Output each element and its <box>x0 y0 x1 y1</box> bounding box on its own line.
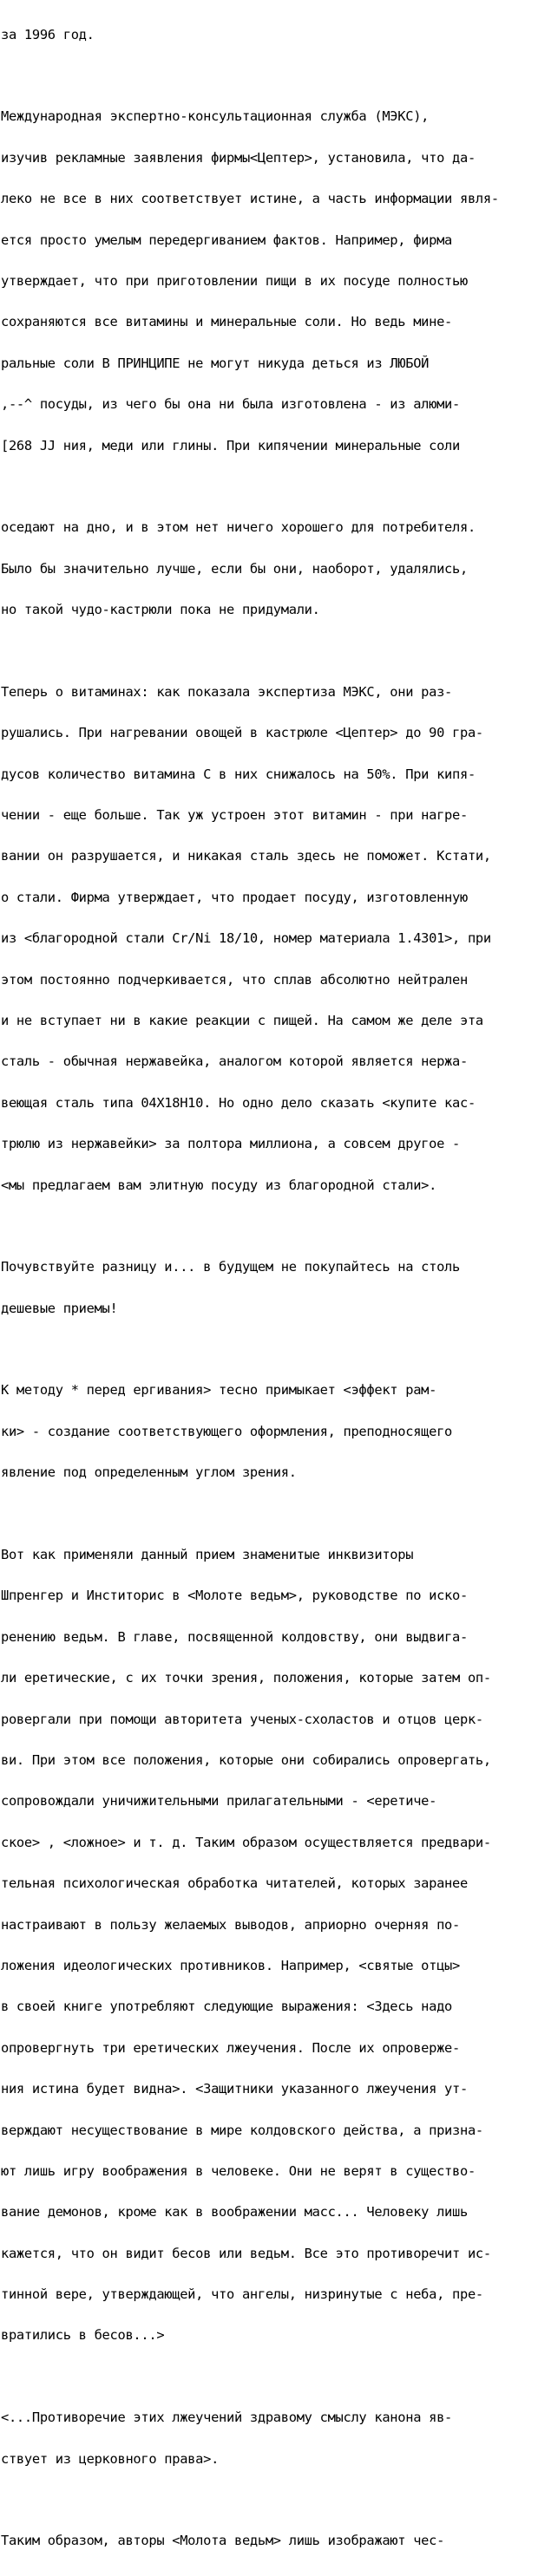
text-line: оседают на дно, и в этом нет ничего хорошего для потребителя. <box>1 519 476 536</box>
text-line <box>1 69 499 83</box>
text-line: Международная экспертно-консультационная служба (МЭКС), <box>1 108 430 125</box>
text-line: ви. При этом все положения, которые они собирались опровергать, <box>1 1752 491 1768</box>
text-line: ское> , <ложное> и т. д. Таким образом осуществляется предвари- <box>1 1834 491 1850</box>
text-line: тинной вере, утверждающей, что ангелы, низринутые с неба, пре- <box>1 2286 483 2303</box>
text-line: чении - еще больше. Так уж устроен этот витамин - при нагре- <box>1 807 468 824</box>
text-line: изучив рекламные заявления фирмы<Цептер>, установила, что да- <box>1 149 476 166</box>
text-line: рушались. При нагревании овощей в кастрюле <Цептер> до 90 гра- <box>1 725 483 741</box>
text-line: [268 JJ ния, меди или глины. При кипячении минеральные соли <box>1 437 460 453</box>
text-line <box>1 1343 499 1357</box>
text-line: веющая сталь типа 04Х18Н10. Но одно дело сказать <купите кас- <box>1 1094 476 1111</box>
text-line: ,--^ посуды, из чего бы она ни была изготовлена - из алюми- <box>1 396 460 413</box>
text-line: ния истина будет видна>. <Защитники указанного лжеучения ут- <box>1 2081 468 2097</box>
text-line <box>1 1220 499 1234</box>
text-line: в своей книге употребляют следующие выражения: <Здесь надо <box>1 1999 453 2015</box>
text-line <box>1 644 499 658</box>
text-line: утверждает, что при приготовлении пищи в их посуде полностью <box>1 272 468 289</box>
text-line: дешевые приемы! <box>1 1300 118 1316</box>
text-line: вании он разрушается, и никакая сталь здесь не поможет. Кстати, <box>1 848 491 864</box>
text-line: ровергали при помощи авторитета ученых-схоластов и отцов церк- <box>1 1711 483 1727</box>
text-line: Вот как применяли данный прием знаменитые инквизиторы <box>1 1547 414 1563</box>
text-line: ли еретические, с их точки зрения, положения, которые затем оп- <box>1 1670 491 1686</box>
text-line: и не вступает ни в какие реакции с пищей. На самом же деле эта <box>1 1012 483 1028</box>
text-line <box>1 2494 499 2508</box>
text-line: сопровождали уничижительными прилагательными - <еретиче- <box>1 1793 437 1810</box>
text-line <box>1 480 499 494</box>
text-line: вание демонов, кроме как в воображении масс... Человеку лишь <box>1 2204 468 2221</box>
text-line: ки> - создание соответствующего оформления, преподносящего <box>1 1423 453 1439</box>
text-line: верждают несуществование в мире колдовского действа, а призна- <box>1 2122 483 2138</box>
text-line: за 1996 год. <box>1 26 95 42</box>
text-line: Почувствуйте разницу и... в будущем не покупайтесь на столь <box>1 1259 460 1275</box>
text-line: этом постоянно подчеркивается, что сплав абсолютно нейтрален <box>1 971 468 988</box>
text-line: К методу * перед ергивания> тесно примыкает <эффект рам- <box>1 1382 437 1399</box>
text-line: ренению ведьм. В главе, посвященной колдовству, они выдвига- <box>1 1628 468 1645</box>
text-line <box>1 1508 499 1522</box>
text-line: <мы предлагаем вам элитную посуду из благородной стали>. <box>1 1177 437 1193</box>
text-line <box>1 2371 499 2384</box>
text-line: Шпренгер и Инститорис в <Молоте ведьм>, руководстве по иско- <box>1 1588 468 1604</box>
document-text <box>1 1 499 2576</box>
text-line: сталь - обычная нержавейка, аналогом которой является нержа- <box>1 1053 468 1070</box>
text-line: но такой чудо-кастрюли пока не придумали. <box>1 602 320 618</box>
text-line: дусов количество витамина С в них снижалось на 50%. При кипя- <box>1 766 476 782</box>
text-line: тельная психологическая обработка читателей, которых заранее <box>1 1875 468 1892</box>
text-line: явление под определенным углом зрения. <box>1 1464 297 1481</box>
text-line: из <благородной стали Cr/Ni 18/10, номер материала 1.4301>, при <box>1 930 491 947</box>
text-line: Было бы значительно лучше, если бы они, наоборот, удалялись, <box>1 560 468 577</box>
text-line: кажется, что он видит бесов или ведьм. Все это противоречит ис- <box>1 2245 491 2261</box>
text-line: настраивают в пользу желаемых выводов, априорно очерняя по- <box>1 1916 460 1933</box>
text-line: ложения идеологических противников. Например, <святые отцы> <box>1 1957 460 1973</box>
text-line: ют лишь игру воображения в человеке. Они не верят в существо- <box>1 2162 476 2179</box>
text-line: сохраняются все витамины и минеральные соли. Но ведь мине- <box>1 314 453 330</box>
text-line: леко не все в них соответствует истине, а часть информации явля- <box>1 191 499 207</box>
page-footer-label: Таким образом, авторы <Молота ведьм> лишь изображают чес- <box>1 2533 445 2549</box>
text-line: <...Противоречие этих лжеучений здравому смыслу канона яв- <box>1 2410 453 2426</box>
text-line: опровергнуть три еретических лжеучения. После их опроверже- <box>1 2039 460 2056</box>
text-line: Теперь о витаминах: как показала экспертиза МЭКС, они раз- <box>1 683 453 700</box>
text-line: ральные соли В ПРИНЦИПЕ не могут никуда деться из ЛЮБОЙ <box>1 355 430 371</box>
text-line: ется просто умелым передергиванием фактов. Например, фирма <box>1 232 453 248</box>
text-line: о стали. Фирма утверждает, что продает посуду, изготовленную <box>1 889 468 905</box>
text-line: вратились в бесов...> <box>1 2327 165 2344</box>
text-line: трюлю из нержавейки> за полтора миллиона, а совсем другое - <box>1 1136 460 1152</box>
text-line: ствует из церковного права>. <box>1 2450 220 2467</box>
